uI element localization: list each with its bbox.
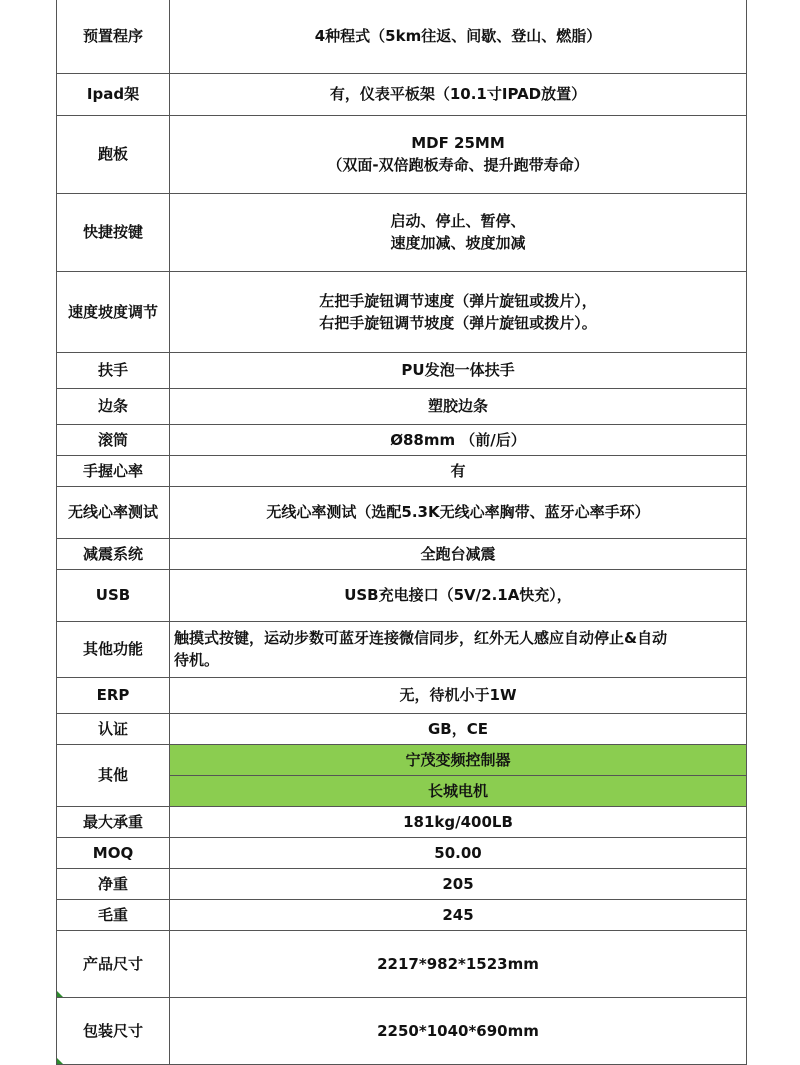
table-row <box>57 455 747 486</box>
row-value: 无线心率测试（选配5.3K无线心率胸带、蓝牙心率手环） <box>170 486 747 538</box>
table-row <box>57 388 747 424</box>
row-value: 4种程式（5km往返、间歇、登山、燃脂） <box>170 0 747 73</box>
table-row <box>57 868 747 899</box>
spec-table <box>56 0 747 1065</box>
row-value-highlight: 长城电机 <box>170 775 747 806</box>
row-value: 塑胶边条 <box>170 388 747 424</box>
table-row <box>57 569 747 621</box>
row-label: 其他 <box>57 744 170 806</box>
table-row <box>57 899 747 930</box>
row-label: 无线心率测试 <box>57 486 170 538</box>
row-label: 预置程序 <box>57 0 170 73</box>
row-label: 边条 <box>57 388 170 424</box>
row-value: 245 <box>170 899 747 930</box>
row-value: 全跑台减震 <box>170 538 747 569</box>
row-label: USB <box>57 569 170 621</box>
row-label: 扶手 <box>57 352 170 388</box>
table-row <box>57 837 747 868</box>
comment-marker-icon <box>57 1058 63 1064</box>
table-row <box>57 352 747 388</box>
row-value: GB，CE <box>170 713 747 744</box>
table-row <box>57 271 747 352</box>
row-label: Ipad架 <box>57 73 170 115</box>
row-label: 减震系统 <box>57 538 170 569</box>
table-row <box>57 744 747 775</box>
row-value: 左把手旋钮调节速度（弹片旋钮或拨片）， 右把手旋钮调节坡度（弹片旋钮或拨片）。 <box>170 271 747 352</box>
row-value: 无，待机小于1W <box>170 677 747 713</box>
row-label: 净重 <box>57 868 170 899</box>
row-label: 跑板 <box>57 115 170 193</box>
row-value: 触摸式按键，运动步数可蓝牙连接微信同步，红外无人感应自动停止&自动 待机。 <box>170 621 747 677</box>
row-value: 205 <box>170 868 747 899</box>
table-row <box>57 713 747 744</box>
row-label-cell <box>57 997 170 1064</box>
row-label: 认证 <box>57 713 170 744</box>
row-label: 速度坡度调节 <box>57 271 170 352</box>
row-value: Ø88mm （前/后） <box>170 424 747 455</box>
table-row <box>57 73 747 115</box>
row-value: 181kg/400LB <box>170 806 747 837</box>
row-value: 有，仪表平板架（10.1寸IPAD放置） <box>170 73 747 115</box>
table-row <box>57 193 747 271</box>
table-row <box>57 115 747 193</box>
table-row <box>57 930 747 997</box>
table-row <box>57 677 747 713</box>
row-label: ERP <box>57 677 170 713</box>
row-label: 快捷按键 <box>57 193 170 271</box>
row-value: 2217*982*1523mm <box>170 930 747 997</box>
row-value: 2250*1040*690mm <box>170 997 747 1064</box>
row-label-cell <box>57 930 170 997</box>
table-row <box>57 486 747 538</box>
row-value: 启动、停止、暂停、 速度加减、坡度加减 <box>170 193 747 271</box>
table-row <box>57 538 747 569</box>
table-row <box>57 424 747 455</box>
row-label: 最大承重 <box>57 806 170 837</box>
row-label: 包装尺寸 <box>82 1021 143 1040</box>
row-label: 滚筒 <box>57 424 170 455</box>
comment-marker-icon <box>57 991 63 997</box>
row-value: MDF 25MM （双面-双倍跑板寿命、提升跑带寿命） <box>170 115 747 193</box>
row-label: 产品尺寸 <box>82 954 143 973</box>
row-value-highlight: 宁茂变频控制器 <box>170 744 747 775</box>
row-value: 有 <box>170 455 747 486</box>
table-row <box>57 997 747 1064</box>
table-row <box>57 621 747 677</box>
row-value: PU发泡一体扶手 <box>170 352 747 388</box>
table-row <box>57 0 747 73</box>
row-label: 毛重 <box>57 899 170 930</box>
row-label: MOQ <box>57 837 170 868</box>
row-label: 手握心率 <box>57 455 170 486</box>
row-value: USB充电接口（5V/2.1A快充）， <box>170 569 747 621</box>
row-label: 其他功能 <box>57 621 170 677</box>
table-row <box>57 806 747 837</box>
row-value: 50.00 <box>170 837 747 868</box>
